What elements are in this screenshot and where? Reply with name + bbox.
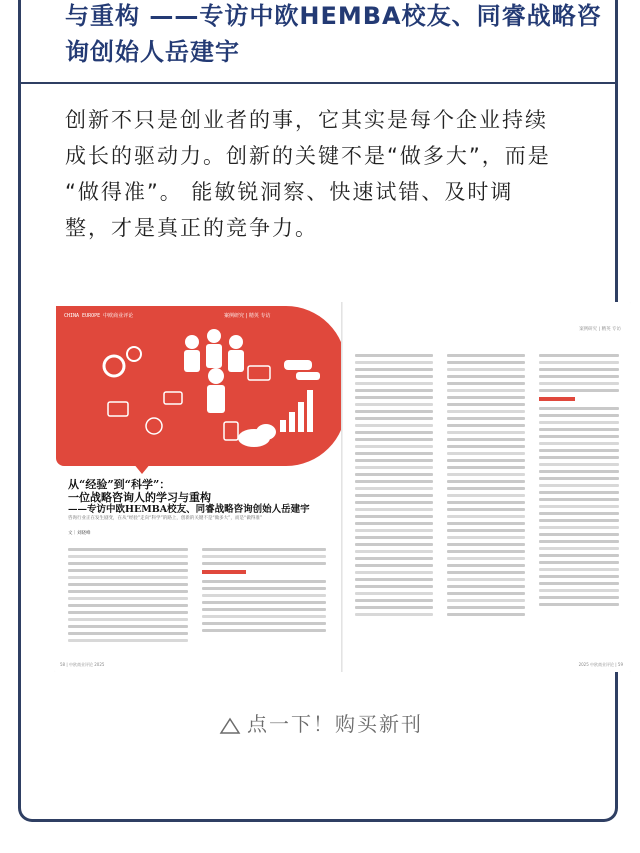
magazine-page-right <box>343 302 631 672</box>
right-text-column-1 <box>355 354 433 620</box>
quote-line-1: 创新不只是创业者的事，它其实是每个企业持续 <box>65 108 548 132</box>
magazine-masthead: CHINA EUROPE 中欧商业评论 <box>64 313 134 319</box>
section-heading-left <box>202 570 246 574</box>
section-heading-right <box>539 397 575 401</box>
title-divider <box>21 82 615 84</box>
quote-line-2: 成长的驱动力。创新的关键不是“做多大”，而是 <box>65 144 551 168</box>
quote-line-3: “做得准”。 能敏锐洞察、快速试错、及时调 <box>65 180 514 204</box>
business-illustration-icon <box>54 302 346 472</box>
page-number-right: 2025 中欧商业评论 | 59 <box>578 662 623 667</box>
title-line-1: 与重构 ——专访中欧HEMBA校友、同睿战略咨 <box>65 2 602 30</box>
triangle-up-icon <box>219 717 241 735</box>
article-heading-block <box>68 478 338 516</box>
magazine-heading-line-1: 从“经验”到“科学”： <box>68 478 171 491</box>
magazine-author: 文｜刘晓峰 <box>68 531 91 536</box>
page-number-left: 58 | 中欧商业评论 2025 <box>60 662 105 667</box>
magazine-spread-image[interactable] <box>54 302 631 672</box>
left-text-column-1 <box>68 548 188 646</box>
section-tag: 案例研究 | 精英 专访 <box>224 313 271 319</box>
article-card <box>18 0 623 822</box>
article-title <box>65 0 625 70</box>
pull-quote <box>65 102 625 246</box>
title-line-2: 询创始人岳建宇 <box>65 38 240 66</box>
magazine-heading-line-3: ——专访中欧HEMBA校友、同睿战略咨询创始人岳建宇 <box>68 504 310 515</box>
magazine-subtitle: 咨询行业正在发生剧变，在从“经验”走向“科学”的路上，创新的关键不是“做多大”，而是“做得准” <box>68 516 263 521</box>
buy-new-issue-label: 点一下！购买新刊 <box>247 712 423 736</box>
right-text-column-3 <box>539 354 619 610</box>
quote-line-4: 整，才是真正的竞争力。 <box>65 216 318 240</box>
magazine-heading-line-2: 一位战略咨询人的学习与重构 <box>68 491 211 504</box>
magazine-page-left <box>54 302 342 672</box>
right-text-column-2 <box>447 354 525 620</box>
running-head-right: 案例研究 | 精英 专访 <box>579 327 621 332</box>
left-text-column-2 <box>202 548 326 636</box>
buy-new-issue-link[interactable] <box>21 708 621 737</box>
